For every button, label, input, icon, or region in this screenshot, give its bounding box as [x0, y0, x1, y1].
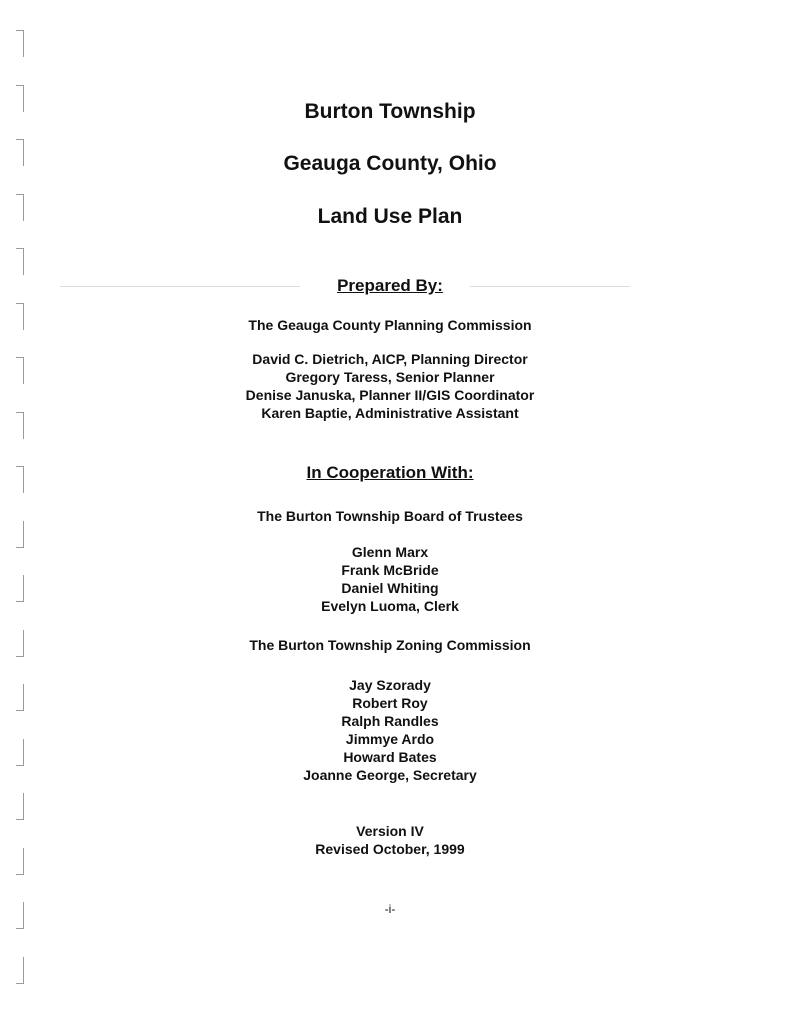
trustee-member: Daniel Whiting — [341, 580, 439, 596]
version-block — [0, 822, 780, 858]
title-plan: Land Use Plan — [317, 205, 463, 228]
title-county: Geauga County, Ohio — [283, 152, 497, 175]
planning-staff-list — [0, 350, 780, 422]
staff-member: Denise Januska, Planner II/GIS Coordinator — [245, 387, 535, 403]
zoning-member-list — [0, 676, 780, 784]
zoning-member: Robert Roy — [352, 695, 428, 711]
trustee-member: Frank McBride — [341, 562, 439, 578]
version-label: Version IV — [356, 823, 424, 839]
planning-commission-name: The Geauga County Planning Commission — [248, 317, 532, 333]
trustee-member: Evelyn Luoma, Clerk — [321, 598, 459, 614]
zoning-member: Jimmye Ardo — [345, 731, 435, 747]
cooperation-heading: In Cooperation With: — [306, 463, 474, 482]
page-number: -i- — [384, 902, 396, 916]
staff-member: David C. Dietrich, AICP, Planning Director — [252, 351, 528, 367]
scan-artifact — [60, 286, 300, 287]
zoning-member: Jay Szorady — [349, 677, 431, 693]
zoning-member: Howard Bates — [343, 749, 437, 765]
trustees-member-list — [0, 543, 780, 615]
staff-member: Gregory Taress, Senior Planner — [285, 369, 495, 385]
trustee-member: Glenn Marx — [351, 544, 429, 560]
revision-date: Revised October, 1999 — [315, 841, 465, 857]
prepared-by-heading: Prepared By: — [337, 276, 443, 295]
scan-artifact — [470, 286, 630, 287]
trustees-name: The Burton Township Board of Trustees — [257, 508, 523, 524]
zoning-commission-name: The Burton Township Zoning Commission — [249, 637, 531, 653]
zoning-member: Joanne George, Secretary — [303, 767, 477, 783]
zoning-member: Ralph Randles — [341, 713, 439, 729]
title-township: Burton Township — [304, 100, 476, 123]
staff-member: Karen Baptie, Administrative Assistant — [261, 405, 519, 421]
